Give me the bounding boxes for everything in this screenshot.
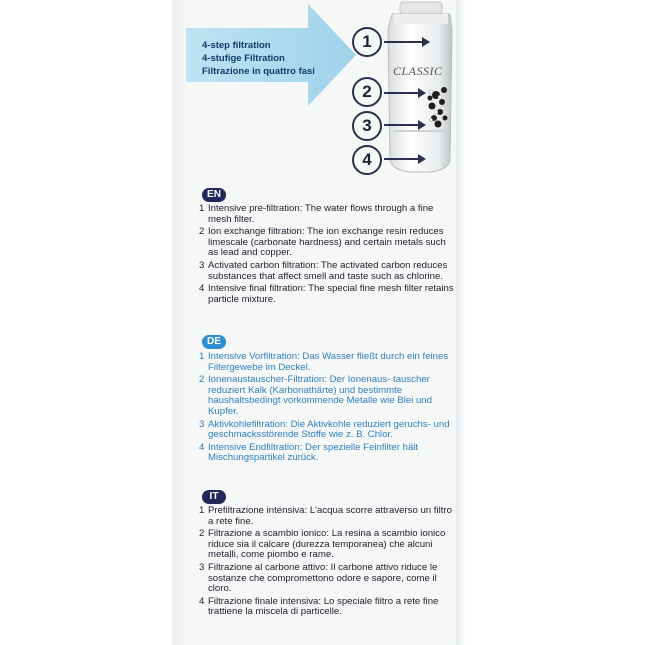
list-item: 4 Filtrazione finale intensiva: Lo speciale filtro a rete fine trattiene la miscela di particelle. <box>199 595 439 618</box>
list-item: 1 Intensive Vorfiltration: Das Wasser fließt durch ein feines Filtergewebe im Deckel. <box>199 351 449 373</box>
header-line-de: 4-stufige Filtration <box>202 53 285 64</box>
step-3-marker: 3 <box>352 111 382 141</box>
list-item: 1 Intensive pre-filtration: The water flows through a fine mesh filter. <box>199 203 434 225</box>
section-en <box>199 204 455 307</box>
language-badge-de: DE <box>202 335 226 349</box>
step-4-arrow-icon <box>384 158 424 160</box>
step-2-arrow-icon <box>384 92 424 94</box>
header-text <box>202 39 315 78</box>
language-badge-it: IT <box>202 490 226 504</box>
header-line-it: Filtrazione in quattro fasi <box>202 66 315 77</box>
step-3-arrow-icon <box>384 124 424 126</box>
cartridge-brand: CLASSIC <box>393 64 443 78</box>
list-item: 2 Filtrazione a scambio ionico: La resina a scambio ionico riduce sia il calcare (durezza temporanea) che alcuni metalli, come piombo e rame. <box>199 528 446 561</box>
section-it <box>199 506 455 620</box>
list-item: 2 Ion exchange filtration: The ion exchange resin reduces limescale (carbonate hardness) and certain metals such as lead and copper. <box>199 226 446 259</box>
section-de <box>199 352 455 466</box>
card-shadow <box>172 0 186 645</box>
list-item: 4 Intensive Endfiltration: Der spezielle Feinfilter hält Mischungspartikel zurück. <box>199 441 419 464</box>
step-2-marker: 2 <box>352 77 382 107</box>
step-1-arrow-icon <box>384 41 428 43</box>
header-line-en: 4-step filtration <box>202 40 271 51</box>
step-1-marker: 1 <box>352 27 382 57</box>
list-item: 3 Aktivkohlefiltration: Die Aktivkohle reduziert geruchs- und geschmacksstörende Stoffe wie z. B. Chlor. <box>199 418 450 441</box>
list-item: 1 Prefiltrazione intensiva: L'acqua scorre attraverso un filtro a rete fine. <box>199 505 452 527</box>
list-item: 3 Filtrazione al carbone attivo: Il carbone attivo riduce le sostanze che compromettono odore e sapore, come il cloro. <box>199 561 438 595</box>
list-item: 3 Activated carbon filtration: The activated carbon reduces substances that affect smell and taste such as chlorine. <box>199 259 448 282</box>
list-item: 2 Ionenaustauscher-Filtration: Der Ionenaus- tauscher reduziert Kalk (Karbonathärte) und bestimmte haushaltsbedingt vorkommende Metalle wie Blei und Kupfer. <box>199 374 432 417</box>
step-4-marker: 4 <box>352 145 382 175</box>
filter-cartridge-illustration <box>370 0 460 180</box>
list-item: 4 Intensive final filtration: The special fine mesh filter retains particle mixture. <box>199 283 454 305</box>
language-badge-en: EN <box>202 188 226 202</box>
